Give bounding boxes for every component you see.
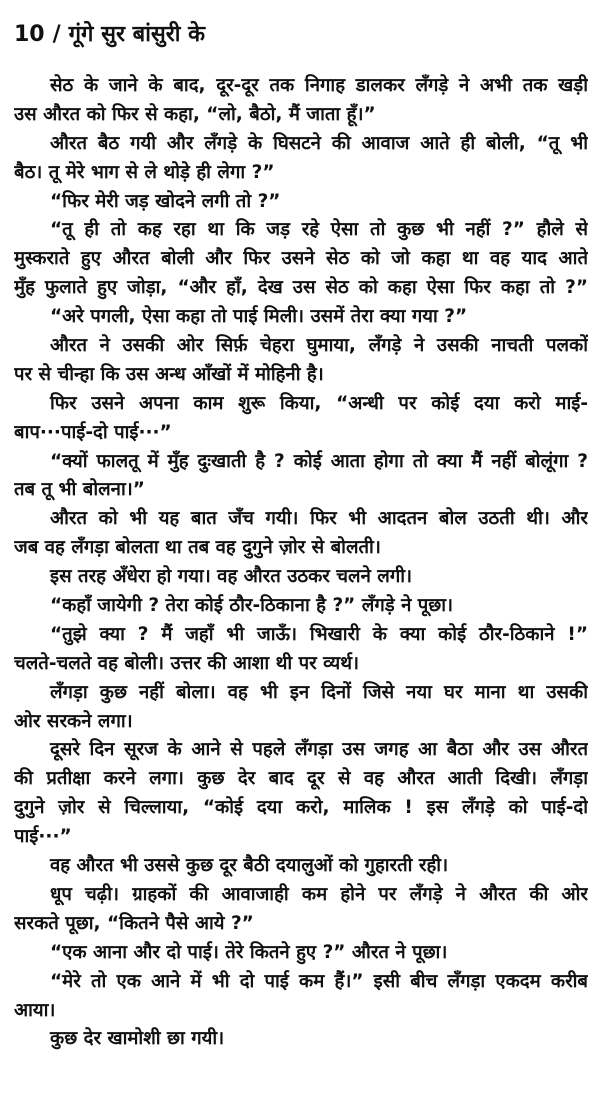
text-line: दुगुने ज़ोर से चिल्लाया, “कोई दया करो, मालिक ! इस लँगड़े को पाई-दो [14,797,588,819]
book-title: गूंगे सुर बांसुरी के [68,22,206,47]
text-line: पर से चीन्हा कि उस अन्ध आँखों में मोहिनी है। [14,363,324,385]
text-line: मुस्कराते हुए औरत बोली और फिर उसने सेठ को जो कहा था वह याद आते [14,248,588,270]
text-line: “क्यों फालतू में मुँह दुःखाती है ? कोई आता होगा तो क्या मैं नहीं बोलूंगा ? [50,450,588,472]
text-line: औरत को भी यह बात जँच गयी। फिर भी आदतन बोल उठती थी। और [50,508,588,530]
text-line: औरत बैठ गयी और लँगड़े के घिसटने की आवाज आते ही बोली, “तू भी [50,132,588,154]
text-line: इस तरह अँधेरा हो गया। वह औरत उठकर चलने लगी। [50,566,413,588]
text-line: दूसरे दिन सूरज के आने से पहले लँगड़ा उस जगह आ बैठा और उस औरत [50,739,588,761]
text-line: “कहाँ जायेगी ? तेरा कोई ठौर-ठिकाना है ?” लँगड़े ने पूछा। [50,595,454,617]
text-line: चलते-चलते वह बोली। उत्तर की आशा थी पर व्यर्थ। [14,652,360,674]
text-line: वह औरत भी उससे कुछ दूर बैठी दयालुओं को गुहारती रही। [50,855,449,877]
text-line: धूप चढ़ी। ग्राहकों की आवाजाही कम होने पर लँगड़े ने औरत की ओर [50,883,588,905]
text-line: “फिर मेरी जड़ खोदने लगी तो ?” [50,190,281,212]
text-line: पाई···” [14,826,72,848]
text-line: की प्रतीक्षा करने लगा। कुछ देर बाद दूर से वह औरत आती दिखी। लँगड़ा [14,768,588,790]
header-separator: / [52,22,61,47]
text-line: ओर सरकने लगा। [14,710,133,732]
text-line: सरकते पूछा, “कितने पैसे आये ?” [14,912,254,934]
text-line: औरत ने उसकी ओर सिर्फ़ चेहरा घुमाया, लँगड़े ने उसकी नाचती पलकों [50,335,588,357]
text-line: “मेरे तो एक आने में भी दो पाई कम हैं।” इसी बीच लँगड़ा एकदम करीब [50,970,588,992]
page-number: 10 [14,22,45,47]
text-line: फिर उसने अपना काम शुरू किया, “अन्धी पर कोई दया करो माई- [50,392,588,414]
text-line: “तू ही तो कह रहा था कि जड़ रहे ऐसा तो कुछ भी नहीं ?” हौले से [50,219,588,241]
text-line: “तुझे क्या ? मैं जहाँ भी जाऊँ। भिखारी के क्या कोई ठौर-ठिकाने !” [50,623,588,645]
text-line: बैठ। तू मेरे भाग से ले थोड़े ही लेगा ?” [14,161,275,183]
running-header [14,20,205,50]
text-line: लँगड़ा कुछ नहीं बोला। वह भी इन दिनों जिसे नया घर माना था उसकी [50,681,588,703]
text-line: मुँह फुलाते हुए जोड़ा, “और हाँ, देख उस सेठ को कहा ऐसा फिर कहा तो ?” [14,277,588,299]
text-line: सेठ के जाने के बाद, दूर-दूर तक निगाह डालकर लँगड़े ने अभी तक खड़ी [50,75,588,96]
text-line: कुछ देर खामोशी छा गयी। [50,1028,225,1050]
page-body [14,72,588,1054]
text-line: “एक आना और दो पाई। तेरे कितने हुए ?” औरत ने पूछा। [50,941,448,963]
text-line: “अरे पगली, ऐसा कहा तो पाई मिली। उसमें तेरा क्या गया ?” [50,306,468,328]
text-line: जब वह लँगड़ा बोलता था तब वह दुगुने ज़ोर से बोलती। [14,537,381,559]
text-line: उस औरत को फिर से कहा, “लो, बैठो, मैं जाता हूँ।” [14,103,376,125]
text-line: बाप···पाई-दो पाई···” [14,421,172,443]
text-line: आया। [14,999,56,1021]
text-line: तब तू भी बोलना।” [14,479,145,501]
